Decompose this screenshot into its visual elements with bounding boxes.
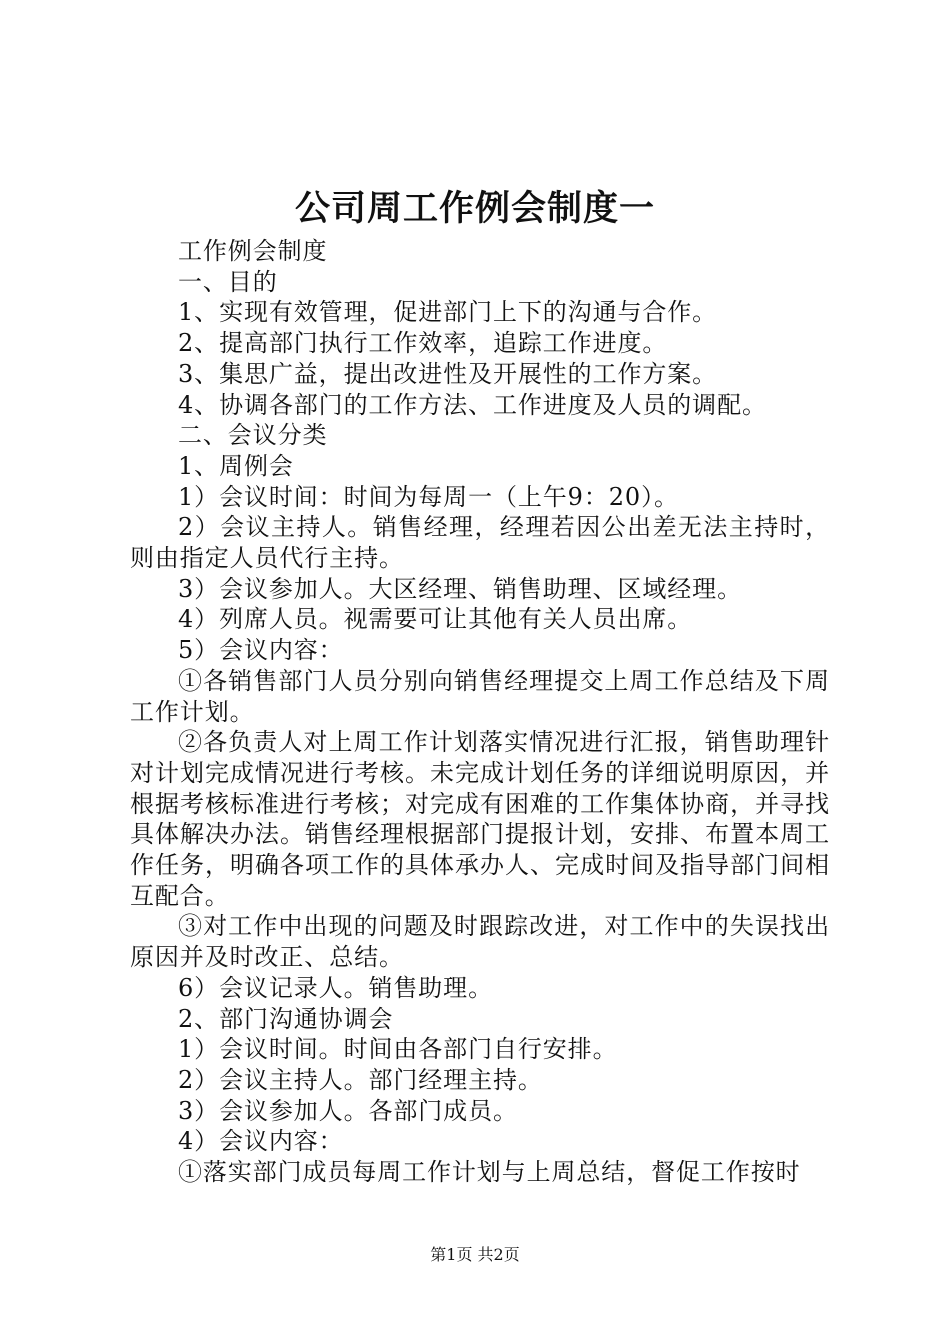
paragraph: 一、目的 [178, 267, 278, 296]
paragraph: ②各负责人对上周工作计划落实情况进行汇报，销售助理针对计划完成情况进行考核。未完成计划任务的详细说明原因，并根据考核标准进行考核；对完成有困难的工作集体协商，并寻找具体解决办法。销售经理根据部门提报计划，安排、布置本周工作任务，明确各项工作的具体承办人、完成时间及指导部门间相互配合。 [130, 728, 830, 910]
paragraph: ①落实部门成员每周工作计划与上周总结，督促工作按时 [178, 1158, 801, 1187]
page-footer: 第1页 共2页 [430, 1245, 520, 1264]
paragraph: 4、协调各部门的工作方法、工作进度及人员的调配。 [178, 390, 767, 419]
paragraph: 1、实现有效管理，促进部门上下的沟通与合作。 [178, 298, 718, 327]
paragraph: 4）列席人员。视需要可让其他有关人员出席。 [178, 605, 693, 634]
document-body [130, 236, 830, 1188]
paragraph: 2）会议主持人。销售经理，经理若因公出差无法主持时，则由指定人员代行主持。 [130, 513, 830, 573]
paragraph: 5）会议内容： [178, 636, 344, 665]
paragraph: 1）会议时间。时间由各部门自行安排。 [178, 1035, 618, 1064]
paragraph: 1、周例会 [178, 451, 294, 480]
paragraph: 4）会议内容： [178, 1127, 344, 1156]
paragraph: 3、集思广益，提出改进性及开展性的工作方案。 [178, 359, 718, 388]
paragraph: 3）会议参加人。大区经理、销售助理、区域经理。 [178, 574, 742, 603]
paragraph: 2、部门沟通协调会 [178, 1004, 394, 1033]
paragraph: ③对工作中出现的问题及时跟踪改进，对工作中的失误找出原因并及时改正、总结。 [130, 912, 830, 972]
document-title: 公司周工作例会制度一 [294, 188, 655, 229]
paragraph: ①各销售部门人员分别向销售经理提交上周工作总结及下周工作计划。 [130, 666, 830, 726]
paragraph: 2、提高部门执行工作效率，追踪工作进度。 [178, 329, 668, 358]
paragraph: 工作例会制度 [178, 237, 328, 265]
paragraph: 2）会议主持人。部门经理主持。 [178, 1065, 543, 1094]
paragraph: 3）会议参加人。各部门成员。 [178, 1096, 518, 1125]
paragraph: 1）会议时间：时间为每周一（上午9：20）。 [178, 482, 679, 511]
paragraph: 二、会议分类 [178, 421, 328, 450]
paragraph: 6）会议记录人。销售助理。 [178, 973, 493, 1002]
